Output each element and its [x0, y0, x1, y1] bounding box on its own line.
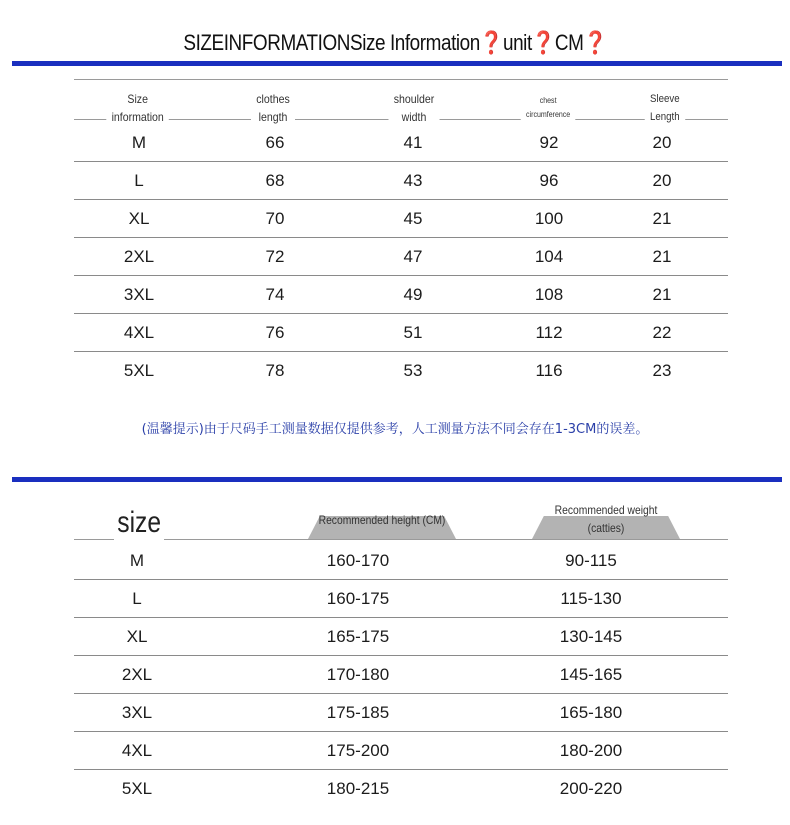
recommendation-table — [74, 498, 728, 808]
cell-size: 2XL — [123, 247, 155, 266]
cell-chest: 96 — [539, 171, 559, 190]
table-row — [74, 656, 728, 694]
header-line: Size — [127, 92, 148, 106]
cell-clothes-length: 68 — [265, 171, 285, 190]
header-chest-circumference — [521, 94, 576, 122]
cell-weight: 115-130 — [560, 589, 622, 608]
cell-shoulder-width: 49 — [403, 285, 423, 304]
table-row — [74, 276, 728, 314]
table-row — [74, 618, 728, 656]
cell-size: 3XL — [121, 703, 153, 722]
header-clothes-length — [251, 90, 295, 126]
cell-height: 175-200 — [326, 741, 390, 760]
weight-header-line: (catties) — [587, 521, 625, 535]
header-line: width — [401, 110, 427, 124]
header-line: information — [111, 110, 164, 124]
cell-size: L — [132, 589, 142, 608]
table-row — [74, 314, 728, 352]
recommendation-header — [74, 498, 728, 542]
cell-shoulder-width: 41 — [403, 133, 423, 152]
cell-clothes-length: 76 — [265, 323, 285, 342]
header-line: Sleeve — [650, 93, 680, 105]
cell-clothes-length: 72 — [265, 247, 285, 266]
table-row — [74, 694, 728, 732]
size-information-table — [74, 79, 728, 390]
cell-size: M — [129, 551, 145, 570]
header-line: circumference — [526, 110, 571, 119]
height-header-label: Recommended height (CM) — [318, 513, 446, 527]
table-row — [74, 124, 728, 162]
cell-sleeve: 21 — [652, 209, 672, 228]
cell-sleeve: 23 — [652, 361, 672, 380]
header-line: Length — [650, 111, 680, 123]
header-line: shoulder — [393, 92, 435, 106]
cell-chest: 116 — [535, 361, 563, 380]
table-row — [74, 352, 728, 390]
header-shoulder-width — [388, 90, 439, 126]
cell-size: 5XL — [123, 361, 155, 380]
size-heading: size — [114, 506, 164, 540]
header-sleeve-length — [645, 90, 685, 126]
cell-chest: 108 — [534, 285, 564, 304]
cell-sleeve: 21 — [652, 285, 672, 304]
cell-height: 170-180 — [326, 665, 390, 684]
cell-shoulder-width: 53 — [403, 361, 423, 380]
table-row — [74, 238, 728, 276]
cell-sleeve: 21 — [652, 247, 672, 266]
cell-size: XL — [126, 627, 148, 646]
cell-chest: 112 — [535, 323, 563, 342]
table-row — [74, 770, 728, 808]
cell-shoulder-width: 45 — [403, 209, 423, 228]
cell-weight: 180-200 — [559, 741, 623, 760]
cell-weight: 90-115 — [565, 551, 617, 570]
table-row — [74, 200, 728, 238]
cell-clothes-length: 66 — [265, 133, 285, 152]
cell-clothes-length: 70 — [265, 209, 285, 228]
cell-size: XL — [128, 209, 150, 228]
cell-weight: 200-220 — [559, 779, 623, 798]
cell-height: 175-185 — [326, 703, 390, 722]
weight-header-label — [535, 501, 676, 537]
cell-weight: 130-145 — [559, 627, 623, 646]
cell-weight: 165-180 — [559, 703, 623, 722]
recommendation-body — [74, 542, 728, 808]
cell-size: 5XL — [121, 779, 153, 798]
header-line: length — [258, 110, 288, 124]
cell-sleeve: 20 — [652, 133, 672, 152]
cell-height: 160-170 — [326, 551, 390, 570]
cell-clothes-length: 78 — [265, 361, 285, 380]
cell-size: 2XL — [121, 665, 153, 684]
cell-height: 180-215 — [326, 779, 390, 798]
table-row — [74, 542, 728, 580]
cell-shoulder-width: 51 — [403, 323, 423, 342]
cell-size: 3XL — [123, 285, 155, 304]
header-size-information — [106, 90, 169, 126]
measurement-note: (温馨提示)由于尺码手工测量数据仅提供参考，人工测量方法不同会存在1-3CM的误差。 — [141, 422, 649, 437]
cell-sleeve: 20 — [652, 171, 672, 190]
header-baseline — [74, 539, 728, 540]
cell-chest: 104 — [534, 247, 564, 266]
cell-chest: 100 — [534, 209, 564, 228]
size-table-header — [74, 80, 728, 124]
cell-size: 4XL — [121, 741, 153, 760]
blue-divider-top — [12, 61, 782, 66]
cell-shoulder-width: 43 — [403, 171, 423, 190]
table-row — [74, 162, 728, 200]
header-line: chest — [539, 96, 557, 105]
cell-height: 165-175 — [326, 627, 390, 646]
blue-divider-middle — [12, 477, 782, 482]
cell-clothes-length: 74 — [265, 285, 285, 304]
table-row — [74, 580, 728, 618]
cell-weight: 145-165 — [559, 665, 623, 684]
cell-sleeve: 22 — [652, 323, 672, 342]
size-table-body — [74, 124, 728, 390]
cell-chest: 92 — [539, 133, 559, 152]
cell-size: 4XL — [123, 323, 155, 342]
weight-header-line: Recommended weight — [554, 503, 658, 517]
cell-size: L — [134, 171, 144, 190]
header-line: clothes — [256, 92, 290, 106]
cell-size: M — [131, 133, 147, 152]
page-title: SIZEINFORMATIONSize Information❓unit❓CM❓ — [183, 30, 607, 55]
table-row — [74, 732, 728, 770]
cell-height: 160-175 — [326, 589, 390, 608]
cell-shoulder-width: 47 — [403, 247, 423, 266]
